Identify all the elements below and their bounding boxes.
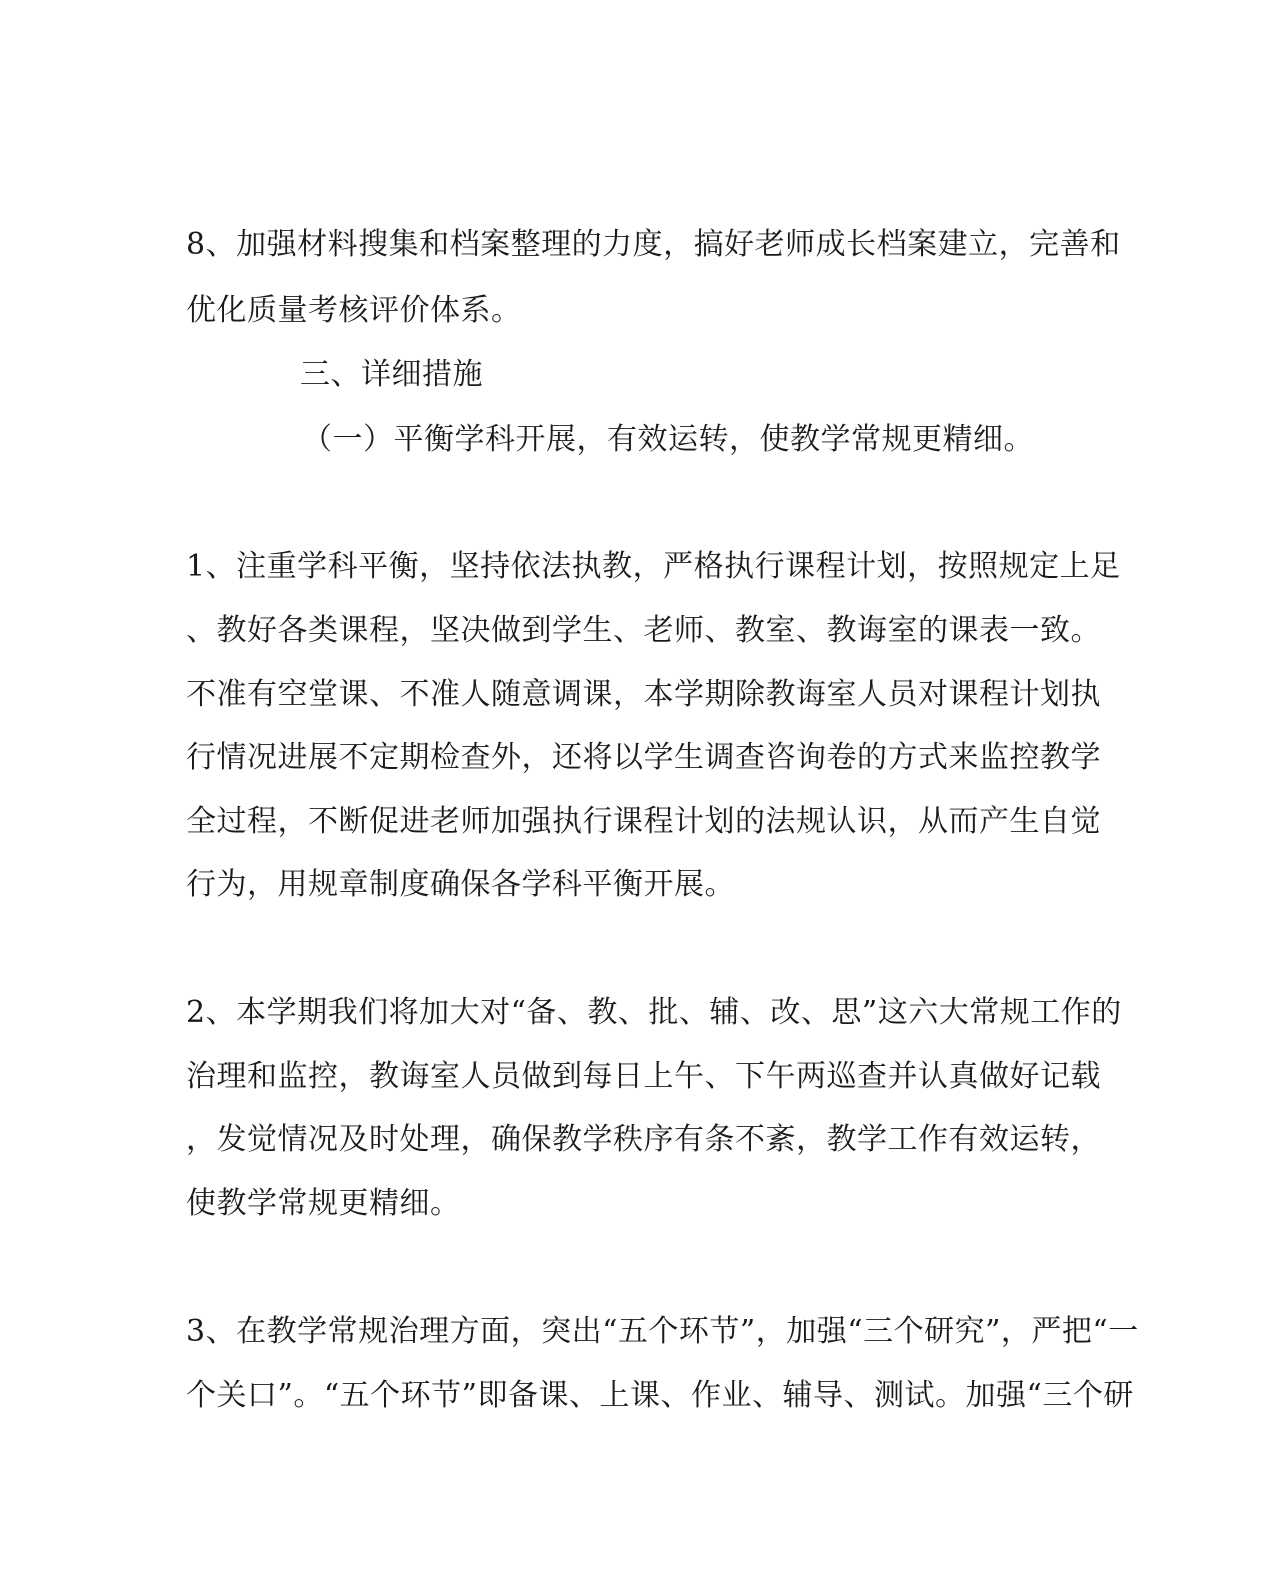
section-heading: 三、详细措施 — [300, 357, 483, 392]
paragraph-2-line-3: ，发觉情况及时处理，确保教学秩序有条不紊，教学工作有效运转， — [186, 1122, 1101, 1157]
paragraph-1-line-5: 全过程，不断促进老师加强执行课程计划的法规认识，从而产生自觉 — [186, 804, 1101, 839]
paragraph-2-line-4: 使教学常规更精细。 — [186, 1186, 461, 1221]
paragraph-2-line-2: 治理和监控，教诲室人员做到每日上午、下午两巡查并认真做好记载 — [186, 1059, 1101, 1094]
paragraph-1-line-1: 1、注重学科平衡，坚持依法执教，严格执行课程计划，按照规定上足 — [186, 549, 1121, 584]
paragraph-1-line-3: 不准有空堂课、不准人随意调课，本学期除教诲室人员对课程计划执 — [186, 677, 1101, 712]
paragraph-3-line-1: 3、在教学常规治理方面，突出“五个环节”，加强“三个研究”，严把“一 — [186, 1314, 1139, 1349]
paragraph-1-line-2: 、教好各类课程，坚决做到学生、老师、教室、教诲室的课表一致。 — [186, 613, 1101, 648]
paragraph-8-line-1: 8、加强材料搜集和档案整理的力度，搞好老师成长档案建立，完善和 — [186, 227, 1121, 262]
paragraph-1-line-6: 行为，用规章制度确保各学科平衡开展。 — [186, 867, 735, 902]
paragraph-1-line-4: 行情况进展不定期检查外，还将以学生调查咨询卷的方式来监控教学 — [186, 740, 1101, 775]
paragraph-3-line-2: 个关口”。“五个环节”即备课、上课、作业、辅导、测试。加强“三个研 — [186, 1378, 1134, 1413]
paragraph-8-line-2: 优化质量考核评价体系。 — [186, 293, 522, 328]
subsection-heading: （一）平衡学科开展，有效运转，使教学常规更精细。 — [302, 422, 1034, 457]
paragraph-2-line-1: 2、本学期我们将加大对“备、教、批、辅、改、思”这六大常规工作的 — [186, 995, 1122, 1030]
